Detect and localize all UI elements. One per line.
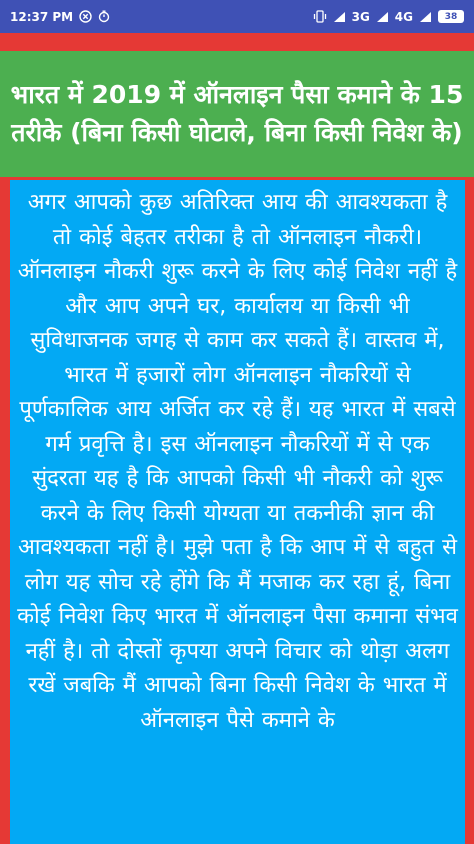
vibrate-icon bbox=[313, 10, 327, 23]
status-bar-right bbox=[313, 10, 464, 24]
signal-icon bbox=[333, 11, 346, 23]
status-bar-left bbox=[10, 10, 110, 24]
battery-icon bbox=[438, 10, 464, 23]
article-body: अगर आपको कुछ अतिरिक्त आय की आवश्यकता है तो कोई बेहतर तरीका है तो ऑनलाइन नौकरी। ऑनलाइन नौकरी शुरू करने के लिए कोई निवेश नहीं है और आप अपने घर, कार्यालय या किसी भी सुविधाजनक जगह से काम कर सकते हैं। वास्तव में, भारत में हजारों लोग ऑनलाइन नौकरियों से पूर्णकालिक आय अर्जित कर रहे हैं। यह भारत में सबसे गर्म प्रवृत्ति है। इस ऑनलाइन नौकरियों में से एक सुंदरता यह है कि आपको किसी भी नौकरी को शुरू करने के लिए किसी योग्यता या तकनीकी ज्ञान की आवश्यकता नहीं है। मुझे पता है कि आप में से बहुत से लोग यह सोच रहे होंगे कि मैं मजाक कर रहा हूं, बिना कोई निवेश किए भारत में ऑनलाइन पैसा कमाना संभव नहीं है। तो दोस्तों कृपया अपने विचार को थोड़ा अलग रखें जबकि मैं आपको बिना किसी निवेश के भारत में ऑनलाइन पैसे कमाने के bbox=[17, 190, 458, 733]
page-title: भारत में 2019 में ऑनलाइन पैसा कमाने के 15 तरीके (बिना किसी घोटाले, बिना किसी निवेश के) bbox=[10, 80, 464, 147]
close-circle-icon bbox=[79, 10, 92, 23]
title-banner bbox=[0, 51, 474, 177]
timer-icon bbox=[98, 10, 110, 23]
network-4g-label: 4G bbox=[394, 9, 413, 24]
signal-3g-icon bbox=[376, 11, 389, 23]
battery-level: 38 bbox=[444, 11, 458, 22]
status-time: 12:37 PM bbox=[10, 9, 74, 24]
article-panel[interactable] bbox=[10, 180, 465, 844]
signal-4g-icon bbox=[419, 11, 432, 23]
status-bar bbox=[0, 0, 474, 33]
network-3g-label: 3G bbox=[351, 9, 370, 24]
